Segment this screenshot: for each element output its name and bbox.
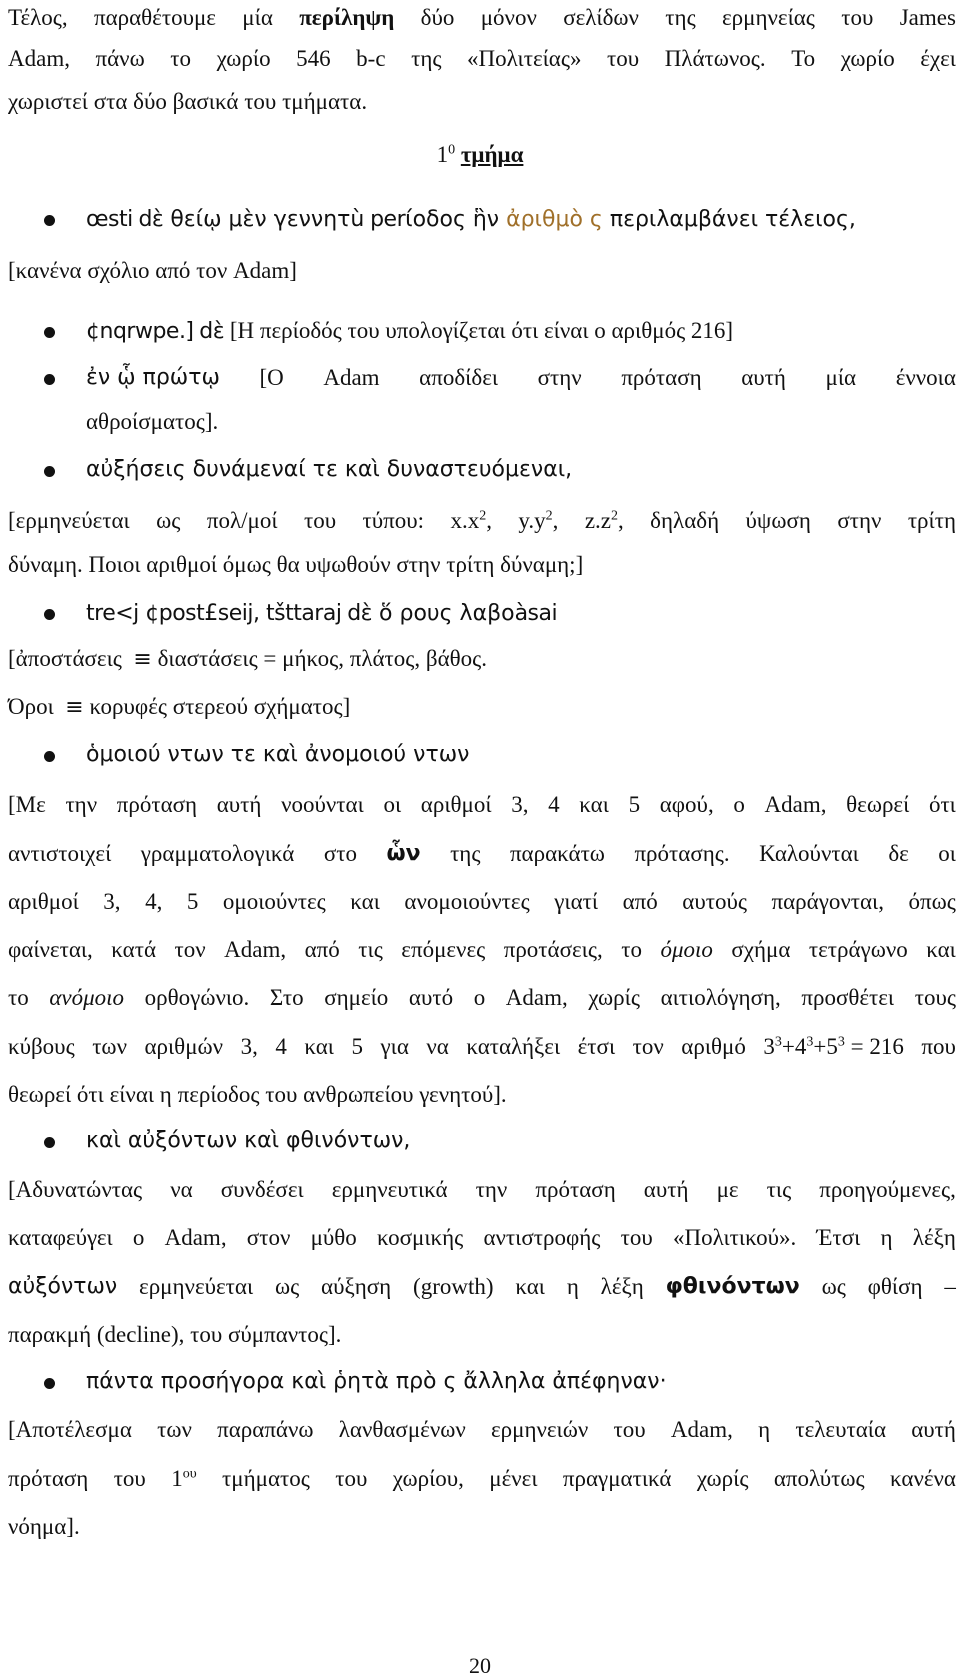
greek-quote-7: καὶ αὐξόντων καὶ φθινόντων, <box>86 1128 411 1153</box>
greek-quote-8: πάντα προσήγορα καὶ ῥητὰ πρὸ ς ἄλληλα ἀπέφηναν· <box>86 1369 667 1394</box>
para-6-line-3: αὐξόντων ερμηνεύεται ως αύξηση (growth) και η λέξη φθινόντων ως φθίση – <box>8 1274 956 1299</box>
para-7-line-3: νόημα]. <box>8 1514 80 1539</box>
para-7-line-2: πρόταση του $1^{o\upsilon}$ τμήματος του χωρίου, μένει πραγματικά χωρίς απολύτως κανένα <box>8 1466 956 1491</box>
intro-line-3: χωριστεί στα δύο βασικά του τμήματα. <box>8 89 368 114</box>
golden-word-arithmos: ἀριθμὸ ς <box>506 207 603 232</box>
para-5-line-1: [Με την πρόταση αυτή νοούνται οι αριθμοί 3, 4 και 5 αφού, ο Adam, θεωρεί ότι <box>8 792 956 817</box>
definition-apostaseis: [ἀποστάσεις ≡ διαστάσεις = μήκος, πλάτος, βάθος. <box>8 646 487 672</box>
bullet-marker <box>44 374 55 385</box>
cubes-sum-expression: $3^3+4^3+5^3 = 216$ <box>763 1034 904 1059</box>
bullet-marker <box>44 1137 55 1148</box>
section-title: $1^0$ τμήμα <box>436 142 524 167</box>
greek-quote-5: tre<j ¢post£seij, tšttaraj dὲ ὅ ρους λαβοàsai <box>86 601 558 626</box>
para-5-line-7: θεωρεί ότι είναι η περίοδος του ανθρωπείου γενητού]. <box>8 1082 507 1107</box>
comment-no-remark: [κανένα σχόλιο από τον Adam] <box>8 258 297 283</box>
definition-oroi: Όροι ≡ κορυφές στερεού σχήματος] <box>8 694 351 720</box>
bullet-marker <box>44 751 55 762</box>
greek-quote-3: ἐν ᾧ πρώτῳ [Ο Adam αποδίδει στην πρόταση αυτή μία έννοια <box>86 365 956 390</box>
bullet-marker <box>44 215 55 226</box>
bullet-marker <box>44 1378 55 1389</box>
para-5-line-5: το ανόμοιο ορθογώνιο. Στο σημείο αυτό ο Adam, χωρίς αιτιολόγηση, προσθέτει τους <box>8 985 956 1010</box>
para-7-line-1: [Αποτέλεσμα των παραπάνω λανθασμένων ερμηνειών του Adam, η τελευταία αυτή <box>8 1417 956 1442</box>
equivalence-symbol: ≡ <box>133 647 152 672</box>
intro-line-1: Τέλος, παραθέτουμε μία περίληψη δύο μόνον σελίδων της ερμηνείας του James <box>8 3 956 33</box>
greek-quote-4: αὐξήσεις δυνάμεναί τε καὶ δυναστευόμεναι, <box>86 457 573 482</box>
bullet-marker <box>44 327 55 338</box>
bullet-marker <box>44 466 55 477</box>
para-5-line-2: αντιστοιχεί γραμματολογικά στο ὧν της παρακάτω πρότασης. Καλούνται δε οι <box>8 841 956 866</box>
para-5-line-6: κύβους των αριθμών 3, 4 και 5 για να καταλήξει έτσι τον αριθμό $3^3+4^3+5^3 = 216$ που <box>8 1032 956 1062</box>
emphasis-perilipsi: περίληψη <box>299 5 395 30</box>
equivalence-symbol: ≡ <box>65 695 84 720</box>
greek-quote-3-cont: αθροίσματος]. <box>86 409 219 434</box>
greek-quote-6: ὁμοιού ντων τε καὶ ἀνομοιού ντων <box>86 742 470 767</box>
bullet-marker <box>44 609 55 620</box>
greek-quote-2: ¢nqrwpe.] dὲ [Η περίοδός του υπολογίζεται ότι είναι ο αριθμός 216] <box>86 318 734 344</box>
para-2-line-2: δύναμη. Ποιοι αριθμοί όμως θα υψωθούν στην τρίτη δύναμη;] <box>8 552 584 577</box>
para-6-line-4: παρακμή (decline), του σύμπαντος]. <box>8 1322 342 1347</box>
para-2-line-1: [ερμηνεύεται ως πολ/μοί του τύπου: $x.x^2$, $y.y^2$, $z.z^2$, δηλαδή ύψωση στην τρίτη <box>8 508 956 533</box>
intro-line-2: Adam, πάνω το χωρίο 546 b-c της «Πολιτείας» του Πλάτωνος. Το χωρίο έχει <box>8 46 956 71</box>
para-5-line-4: φαίνεται, κατά τον Adam, από τις επόμενες προτάσεις, το όμοιο σχήμα τετράγωνο και <box>8 937 956 962</box>
para-6-line-2: καταφεύγει ο Adam, στον μύθο κοσμικής αντιστροφής του «Πολιτικού». Έτσι η λέξη <box>8 1225 956 1250</box>
greek-quote-1: œsti dὲ θείῳ μὲν γεννητù perίοδος ἣν ἀριθμὸ ς περιλαμβάνει τέλειος, <box>86 207 856 232</box>
para-6-line-1: [Αδυνατώντας να συνδέσει ερμηνευτικά την πρόταση αυτή με τις προηγούμενες, <box>8 1177 956 1202</box>
para-5-line-3: αριθμοί 3, 4, 5 ομοιούντες και ανομοιούντες γιατί από αυτούς παράγονται, όπως <box>8 889 956 914</box>
page-number: 20 <box>469 1653 491 1678</box>
